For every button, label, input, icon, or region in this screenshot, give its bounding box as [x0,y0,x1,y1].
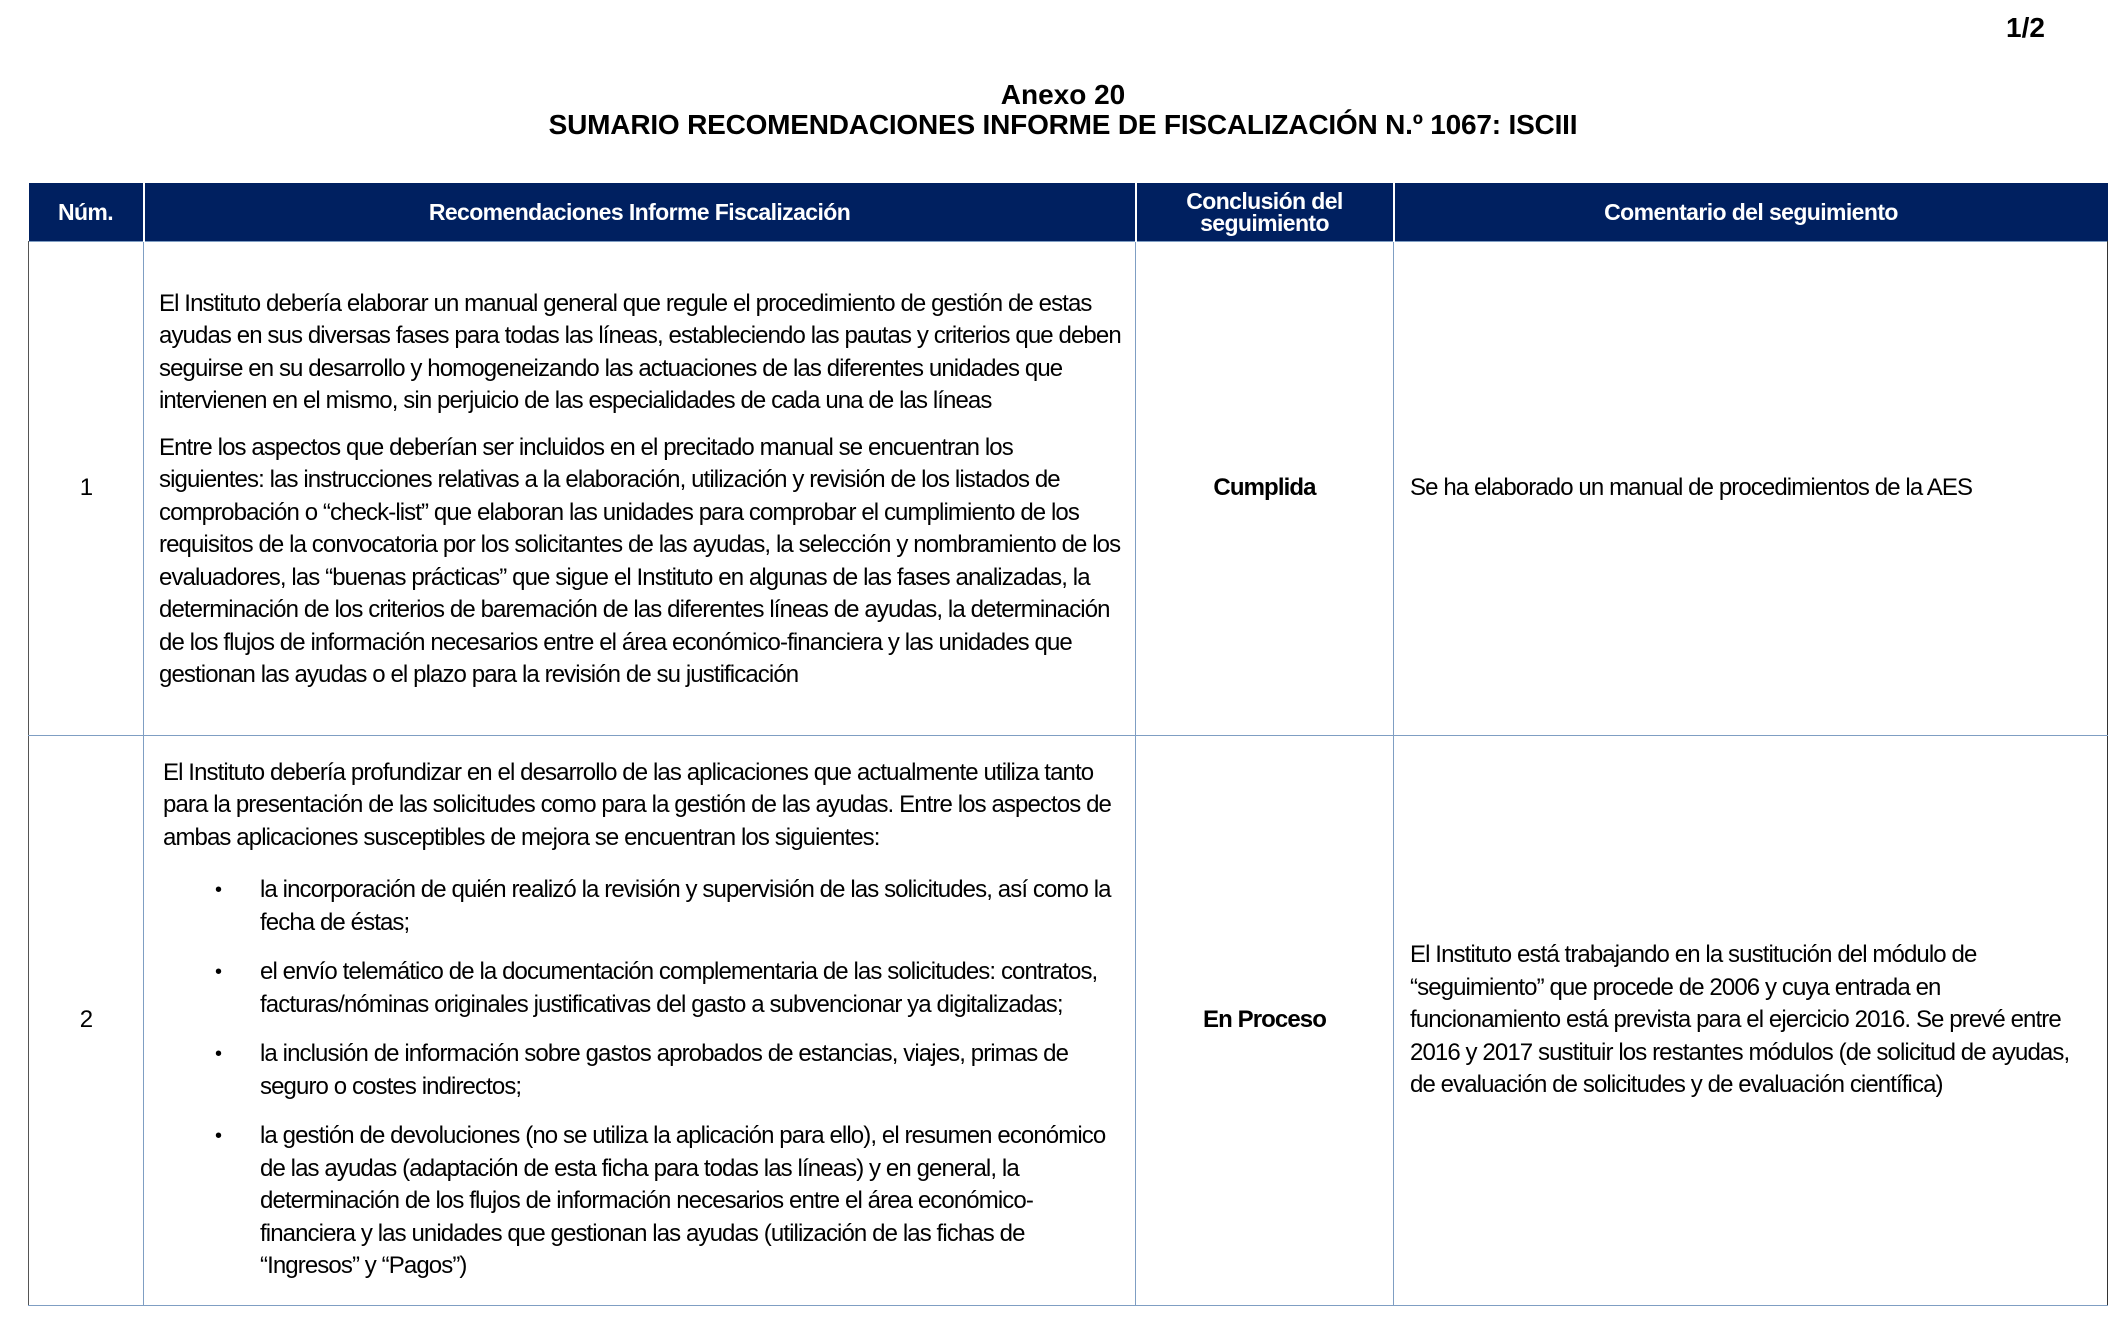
list-item-text: la inclusión de información sobre gastos aprobados de estancias, viajes, primas de seguro o costes indirectos; [260,1040,1069,1100]
recommendation-bullet-list [159,874,1121,1283]
bullet-icon: • [215,961,222,983]
document-title: SUMARIO RECOMENDACIONES INFORME DE FISCALIZACIÓN N.º 1067: ISCIII [548,109,1578,140]
bullet-icon: • [215,879,222,901]
header-conclusion [1136,183,1394,242]
list-item [159,1120,1121,1283]
recommendations-table [28,183,2108,1306]
table-header-row [29,183,2108,242]
annex-title: Anexo 20 [1000,79,1126,110]
table-row [29,736,2108,1306]
recommendation-cell [144,242,1136,736]
list-item [159,956,1121,1021]
list-item [159,1038,1121,1103]
list-item [159,874,1121,939]
bullet-icon: • [215,1125,222,1147]
table-row [29,242,2108,736]
recommendation-paragraph: El Instituto debería elaborar un manual general que regule el procedimiento de gestión de estas ayudas en sus diversas fases para todas las líneas, estableciendo las pautas y criterios que deben seguirse en su desarrollo y homogeneizando las actuaciones de las diferentes unidades que intervienen en el mismo, sin perjuicio de las especialidades de cada una de las líneas [159,289,1121,414]
conclusion-status: Cumplida [1136,242,1394,736]
header-conclusion-label: Conclusión del seguimiento [1186,188,1343,236]
recommendation-cell [144,736,1136,1306]
header-num: Núm. [29,183,144,242]
page-number: 1/2 [2006,12,2045,43]
header-recommendation: Recomendaciones Informe Fiscalización [144,183,1136,242]
recommendation-intro: El Instituto debería profundizar en el desarrollo de las aplicaciones que actualmente utiliza tanto para la presentación de las solicitudes como para la gestión de las ayudas. Entre los aspectos de ambas aplicaciones susceptibles de mejora se encuentran los siguientes: [163,758,1111,851]
list-item-text: el envío telemático de la documentación complementaria de las solicitudes: contratos, facturas/nóminas originales justificativas del gasto a subvencionar ya digitalizadas; [260,958,1098,1018]
row-number: 1 [29,242,144,736]
conclusion-status: En Proceso [1136,736,1394,1306]
list-item-text: la gestión de devoluciones (no se utiliza la aplicación para ello), el resumen económico de las ayudas (adaptación de esta ficha para todas las líneas) y en general, la determinación de los flujos de información necesarios entre el área económico-financiera y las unidades que gestionan las ayudas (utilización de las fichas de “Ingresos” y “Pagos”) [260,1122,1106,1279]
recommendation-paragraph: Entre los aspectos que deberían ser incluidos en el precitado manual se encuentran los siguientes: las instrucciones relativas a la elaboración, utilización y revisión de los listados de comprobación o “check-list” que elaboran las unidades para comprobar el cumplimiento de los requisitos de la convocatoria por los solicitantes de las ayudas, la selección y nombramiento de los evaluadores, las “buenas prácticas” que sigue el Instituto en algunas de las fases analizadas, la determinación de los criterios de baremación de las diferentes líneas de ayudas, la determinación de los flujos de información necesarios entre el área económico-financiera y las unidades que gestionan las ayudas o el plazo para la revisión de su justificación [159,433,1121,688]
header-comment: Comentario del seguimiento [1394,183,2108,242]
list-item-text: la incorporación de quién realizó la revisión y supervisión de las solicitudes, así como la fecha de éstas; [260,876,1111,936]
row-number: 2 [29,736,144,1306]
bullet-icon: • [215,1043,222,1065]
comment-cell: El Instituto está trabajando en la sustitución del módulo de “seguimiento” que procede de 2006 y cuya entrada en funcionamiento está prevista para el ejercicio 2016. Se prevé entre 2016 y 2017 sustituir los restantes módulos (de solicitud de ayudas, de evaluación de solicitudes y de evaluación científica) [1394,736,2108,1306]
comment-cell: Se ha elaborado un manual de procedimientos de la AES [1394,242,2108,736]
